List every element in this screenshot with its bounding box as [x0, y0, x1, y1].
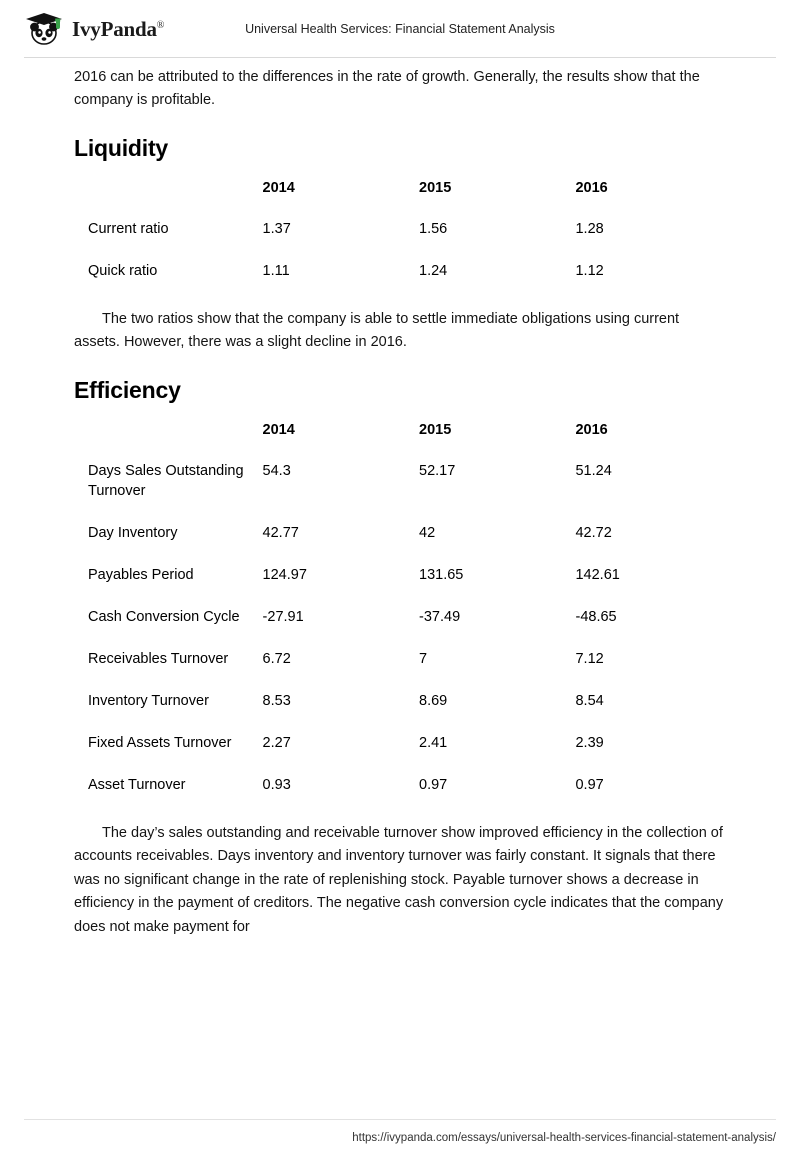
row-label: Day Inventory [88, 524, 178, 541]
cell-2014: 0.93 [262, 776, 291, 793]
table-row [74, 680, 726, 722]
cell-2016: 0.97 [575, 776, 604, 793]
row-label: Asset Turnover [88, 776, 186, 793]
brand-registered-mark: ® [156, 19, 165, 31]
column-header-blank [74, 172, 257, 208]
column-header-2014: 2014 [262, 179, 295, 196]
cell-2015: 8.69 [419, 692, 448, 709]
cell-2014: 1.11 [262, 262, 290, 279]
cell-2014: -27.91 [262, 608, 304, 625]
section-heading-efficiency: Efficiency [74, 376, 181, 403]
cell-2016: 142.61 [575, 566, 620, 583]
table-row [74, 250, 726, 292]
cell-2014: 2.27 [262, 734, 291, 751]
cell-2015: 7 [419, 650, 428, 667]
cell-2014: 6.72 [262, 650, 291, 667]
efficiency-table [74, 414, 726, 806]
cell-2016: -48.65 [575, 608, 617, 625]
table-header-row [74, 172, 726, 208]
row-label: Days Sales Outstanding Turnover [88, 462, 244, 499]
row-label: Cash Conversion Cycle [88, 608, 240, 625]
liquidity-table [74, 172, 726, 292]
cell-2015: 131.65 [419, 566, 464, 583]
column-header-2016: 2016 [575, 421, 608, 438]
brand[interactable] [24, 11, 164, 47]
column-header-2014: 2014 [262, 421, 295, 438]
liquidity-paragraph: The two ratios show that the company is able to settle immediate obligations using current assets. However, there was a slight decline in 2016. [74, 310, 680, 351]
cell-2016: 7.12 [575, 650, 604, 667]
cell-2014: 54.3 [262, 462, 291, 479]
brand-name: IvyPanda® [72, 16, 165, 41]
intro-paragraph: 2016 can be attributed to the differences in the rate of growth. Generally, the results show that the company is profitable. [74, 69, 700, 109]
cell-2014: 1.37 [262, 220, 291, 237]
footer-divider [24, 1119, 776, 1120]
cell-2015: -37.49 [419, 608, 461, 625]
column-header-blank [74, 414, 257, 450]
footer-url[interactable]: https://ivypanda.com/essays/universal-health-services-financial-statement-analysis/ [352, 1132, 776, 1144]
row-label: Fixed Assets Turnover [88, 734, 232, 751]
table-row [74, 450, 726, 512]
row-label: Inventory Turnover [88, 692, 209, 709]
cell-2015: 0.97 [419, 776, 448, 793]
section-heading-liquidity: Liquidity [74, 134, 169, 161]
table-row [74, 554, 726, 596]
cell-2015: 2.41 [419, 734, 448, 751]
row-label: Quick ratio [88, 262, 158, 279]
efficiency-paragraph: The day’s sales outstanding and receivable turnover show improved efficiency in the collection of accounts receivables. Days inventory and inventory turnover was fairly constant. It signals that there was no significant change in the rate of replenishing stock. Payable turnover shows a decrease in efficiency in the payment of creditors. The negative cash conversion cycle indicates that the company does not make payment for [74, 824, 724, 935]
header-divider [24, 57, 776, 58]
cell-2016: 42.72 [575, 524, 612, 541]
cell-2016: 8.54 [575, 692, 604, 709]
row-label: Receivables Turnover [88, 650, 229, 667]
column-header-2016: 2016 [575, 179, 608, 196]
table-header-row [74, 414, 726, 450]
cell-2014: 124.97 [262, 566, 307, 583]
cell-2016: 1.28 [575, 220, 604, 237]
cell-2014: 42.77 [262, 524, 299, 541]
table-row [74, 208, 726, 250]
document-title: Universal Health Services: Financial Statement Analysis [245, 22, 555, 36]
table-row [74, 764, 726, 806]
column-header-2015: 2015 [419, 421, 452, 438]
column-header-2015: 2015 [419, 179, 452, 196]
table-row [74, 638, 726, 680]
page-header [0, 0, 800, 58]
row-label: Payables Period [88, 566, 194, 583]
cell-2015: 52.17 [419, 462, 456, 479]
cell-2016: 51.24 [575, 462, 612, 479]
cell-2015: 1.56 [419, 220, 448, 237]
document-body [74, 66, 726, 939]
cell-2015: 42 [419, 524, 436, 541]
cell-2015: 1.24 [419, 262, 448, 279]
cell-2014: 8.53 [262, 692, 291, 709]
table-row [74, 512, 726, 554]
cell-2016: 2.39 [575, 734, 604, 751]
table-row [74, 596, 726, 638]
row-label: Current ratio [88, 220, 169, 237]
table-row [74, 722, 726, 764]
graduation-cap-panda-logo-icon [24, 11, 64, 47]
cell-2016: 1.12 [575, 262, 604, 279]
